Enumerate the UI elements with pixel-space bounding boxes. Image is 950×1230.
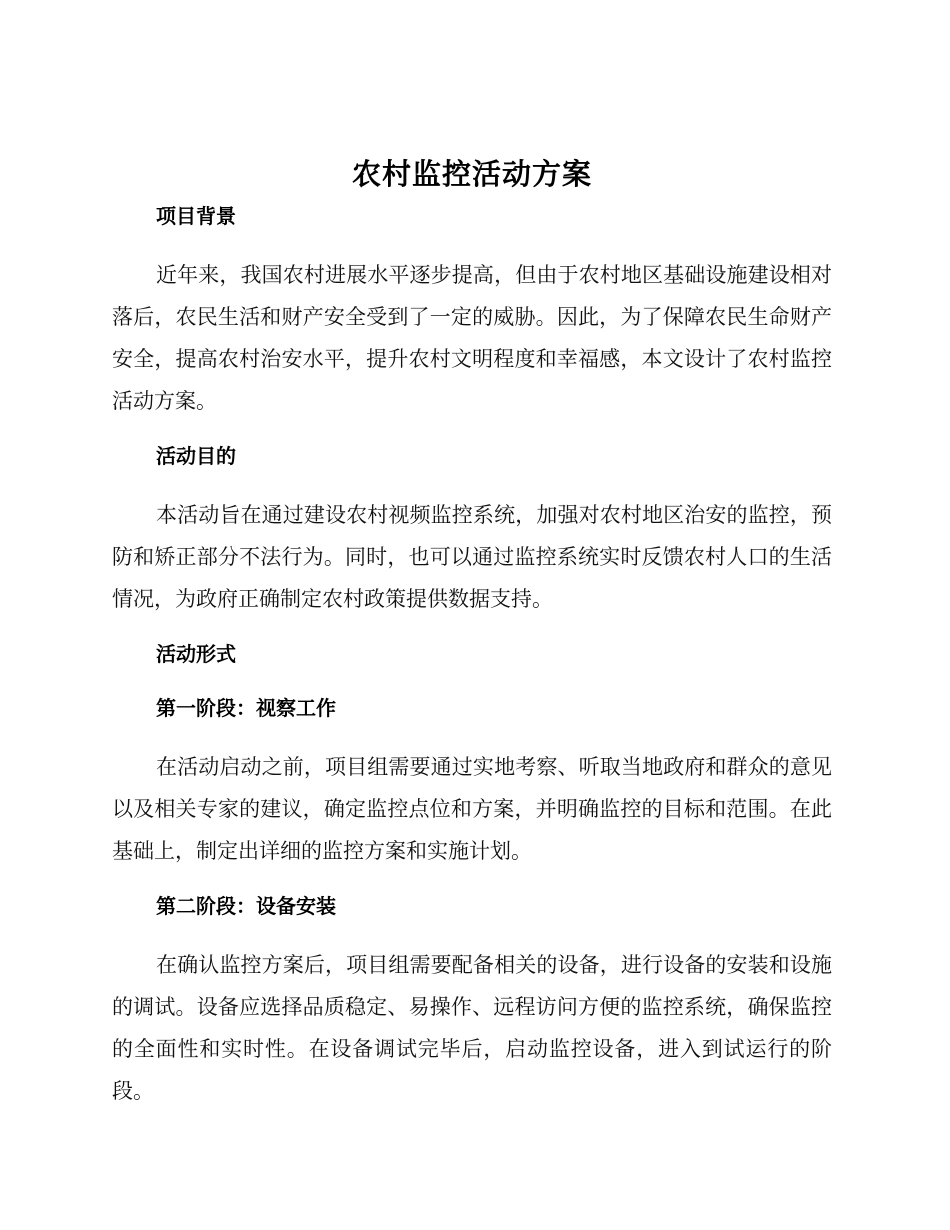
section-heading-stage-two: 第二阶段：设备安装	[156, 894, 336, 918]
section-heading-purpose: 活动目的	[156, 444, 236, 468]
section-paragraph-stage-two: 在确认监控方案后，项目组需要配备相关的设备，进行设备的安装和设施的调试。设备应选择品质稳定、易操作、远程访问方便的监控系统，确保监控的全面性和实时性。在设备调试完毕后，启动监控设备，进入到试运行的阶段。	[112, 953, 832, 1103]
section-heading-stage-one: 第一阶段：视察工作	[156, 696, 336, 720]
section-heading-background: 项目背景	[156, 204, 236, 228]
document-body	[112, 148, 832, 1130]
section-heading-format: 活动形式	[156, 642, 236, 666]
section-paragraph-purpose: 本活动旨在通过建设农村视频监控系统，加强对农村地区治安的监控，预防和矫正部分不法行为。同时，也可以通过监控系统实时反馈农村人口的生活情况，为政府正确制定农村政策提供数据支持。	[112, 503, 832, 611]
document-title: 农村监控活动方案	[351, 157, 592, 191]
section-paragraph-stage-one: 在活动启动之前，项目组需要通过实地考察、听取当地政府和群众的意见以及相关专家的建议，确定监控点位和方案，并明确监控的目标和范围。在此基础上，制定出详细的监控方案和实施计划。	[112, 755, 832, 863]
section-paragraph-background: 近年来，我国农村进展水平逐步提高，但由于农村地区基础设施建设相对落后，农民生活和财产安全受到了一定的威胁。因此，为了保障农民生命财产安全，提高农村治安水平，提升农村文明程度和幸福感，本文设计了农村监控活动方案。	[112, 263, 832, 413]
